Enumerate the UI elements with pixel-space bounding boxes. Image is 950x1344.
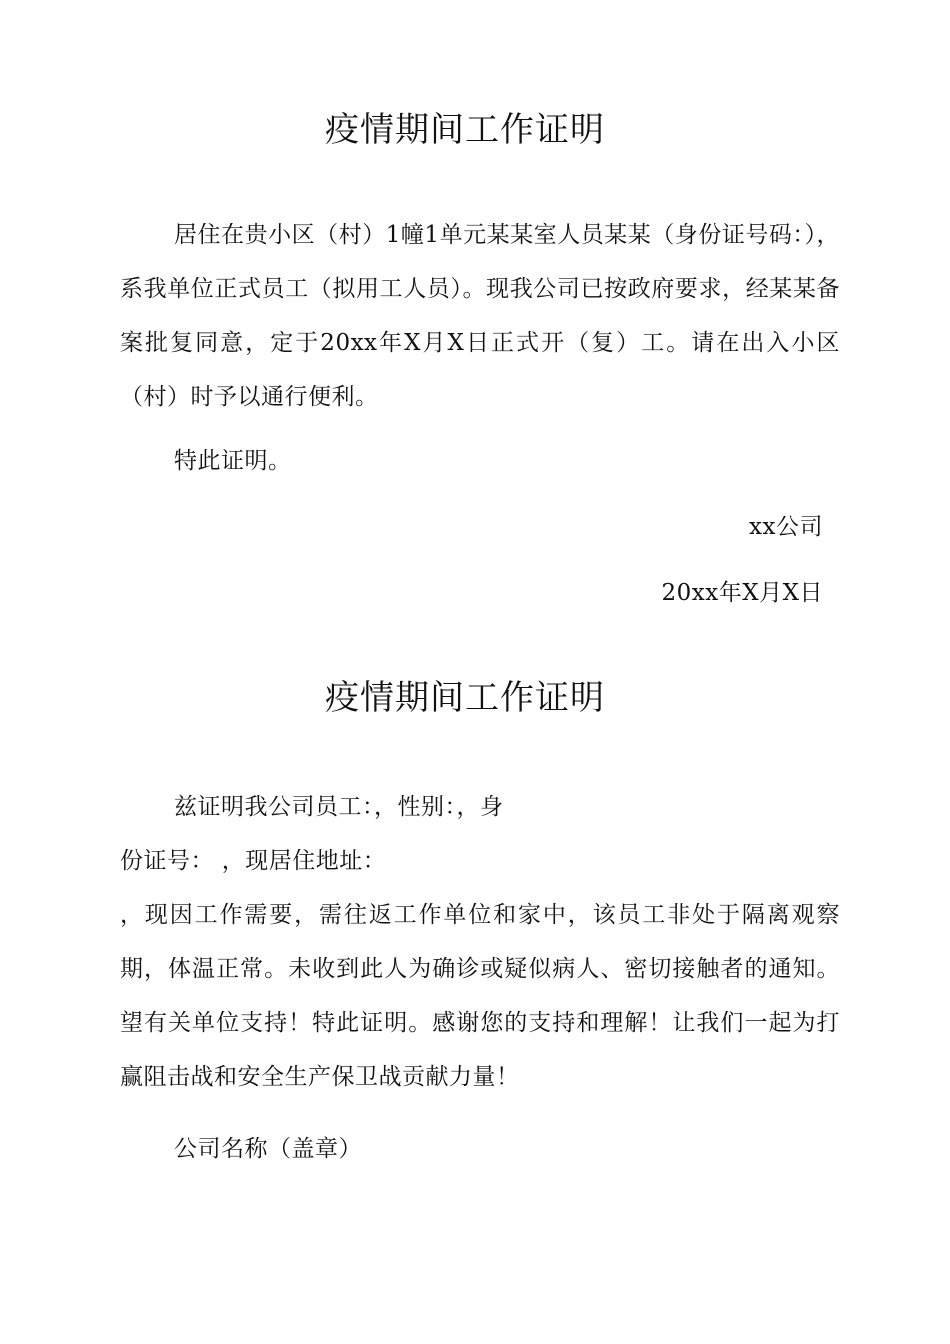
certificate-1-company: xx公司 (749, 514, 823, 540)
certificate-1-date: 20xx年X月X日 (661, 580, 823, 606)
certificate-2-id-address-line: 份证号： ，现居住地址： (120, 848, 387, 874)
certificate-2-employee-line: 兹证明我公司员工：，性别：，身 (174, 794, 504, 820)
certificate-1-closing: 特此证明。 (174, 448, 292, 474)
certificate-2-body: ，现因工作需要，需往返工作单位和家中，该员工非处于隔离观察期，体温正常。未收到此人为确诊或疑似病人、密切接触者的通知。望有关单位支持！特此证明。感谢您的支持和理解！让我们一起为打赢阻击战和安全生产保卫战贡献力量！ (120, 902, 840, 1090)
certificate-2-title: 疫情期间工作证明 (325, 678, 605, 718)
certificate-1-title: 疫情期间工作证明 (325, 110, 605, 150)
certificate-2-signature: 公司名称（盖章） (174, 1136, 362, 1162)
certificate-1-body: 居住在贵小区（村）1幢1单元某某室人员某某（身份证号码：），系我单位正式员工（拟用工人员）。现我公司已按政府要求，经某某备案批复同意，定于20xx年X月X日正式开（复）工。请在出入小区（村）时予以通行便利。 (120, 222, 840, 410)
